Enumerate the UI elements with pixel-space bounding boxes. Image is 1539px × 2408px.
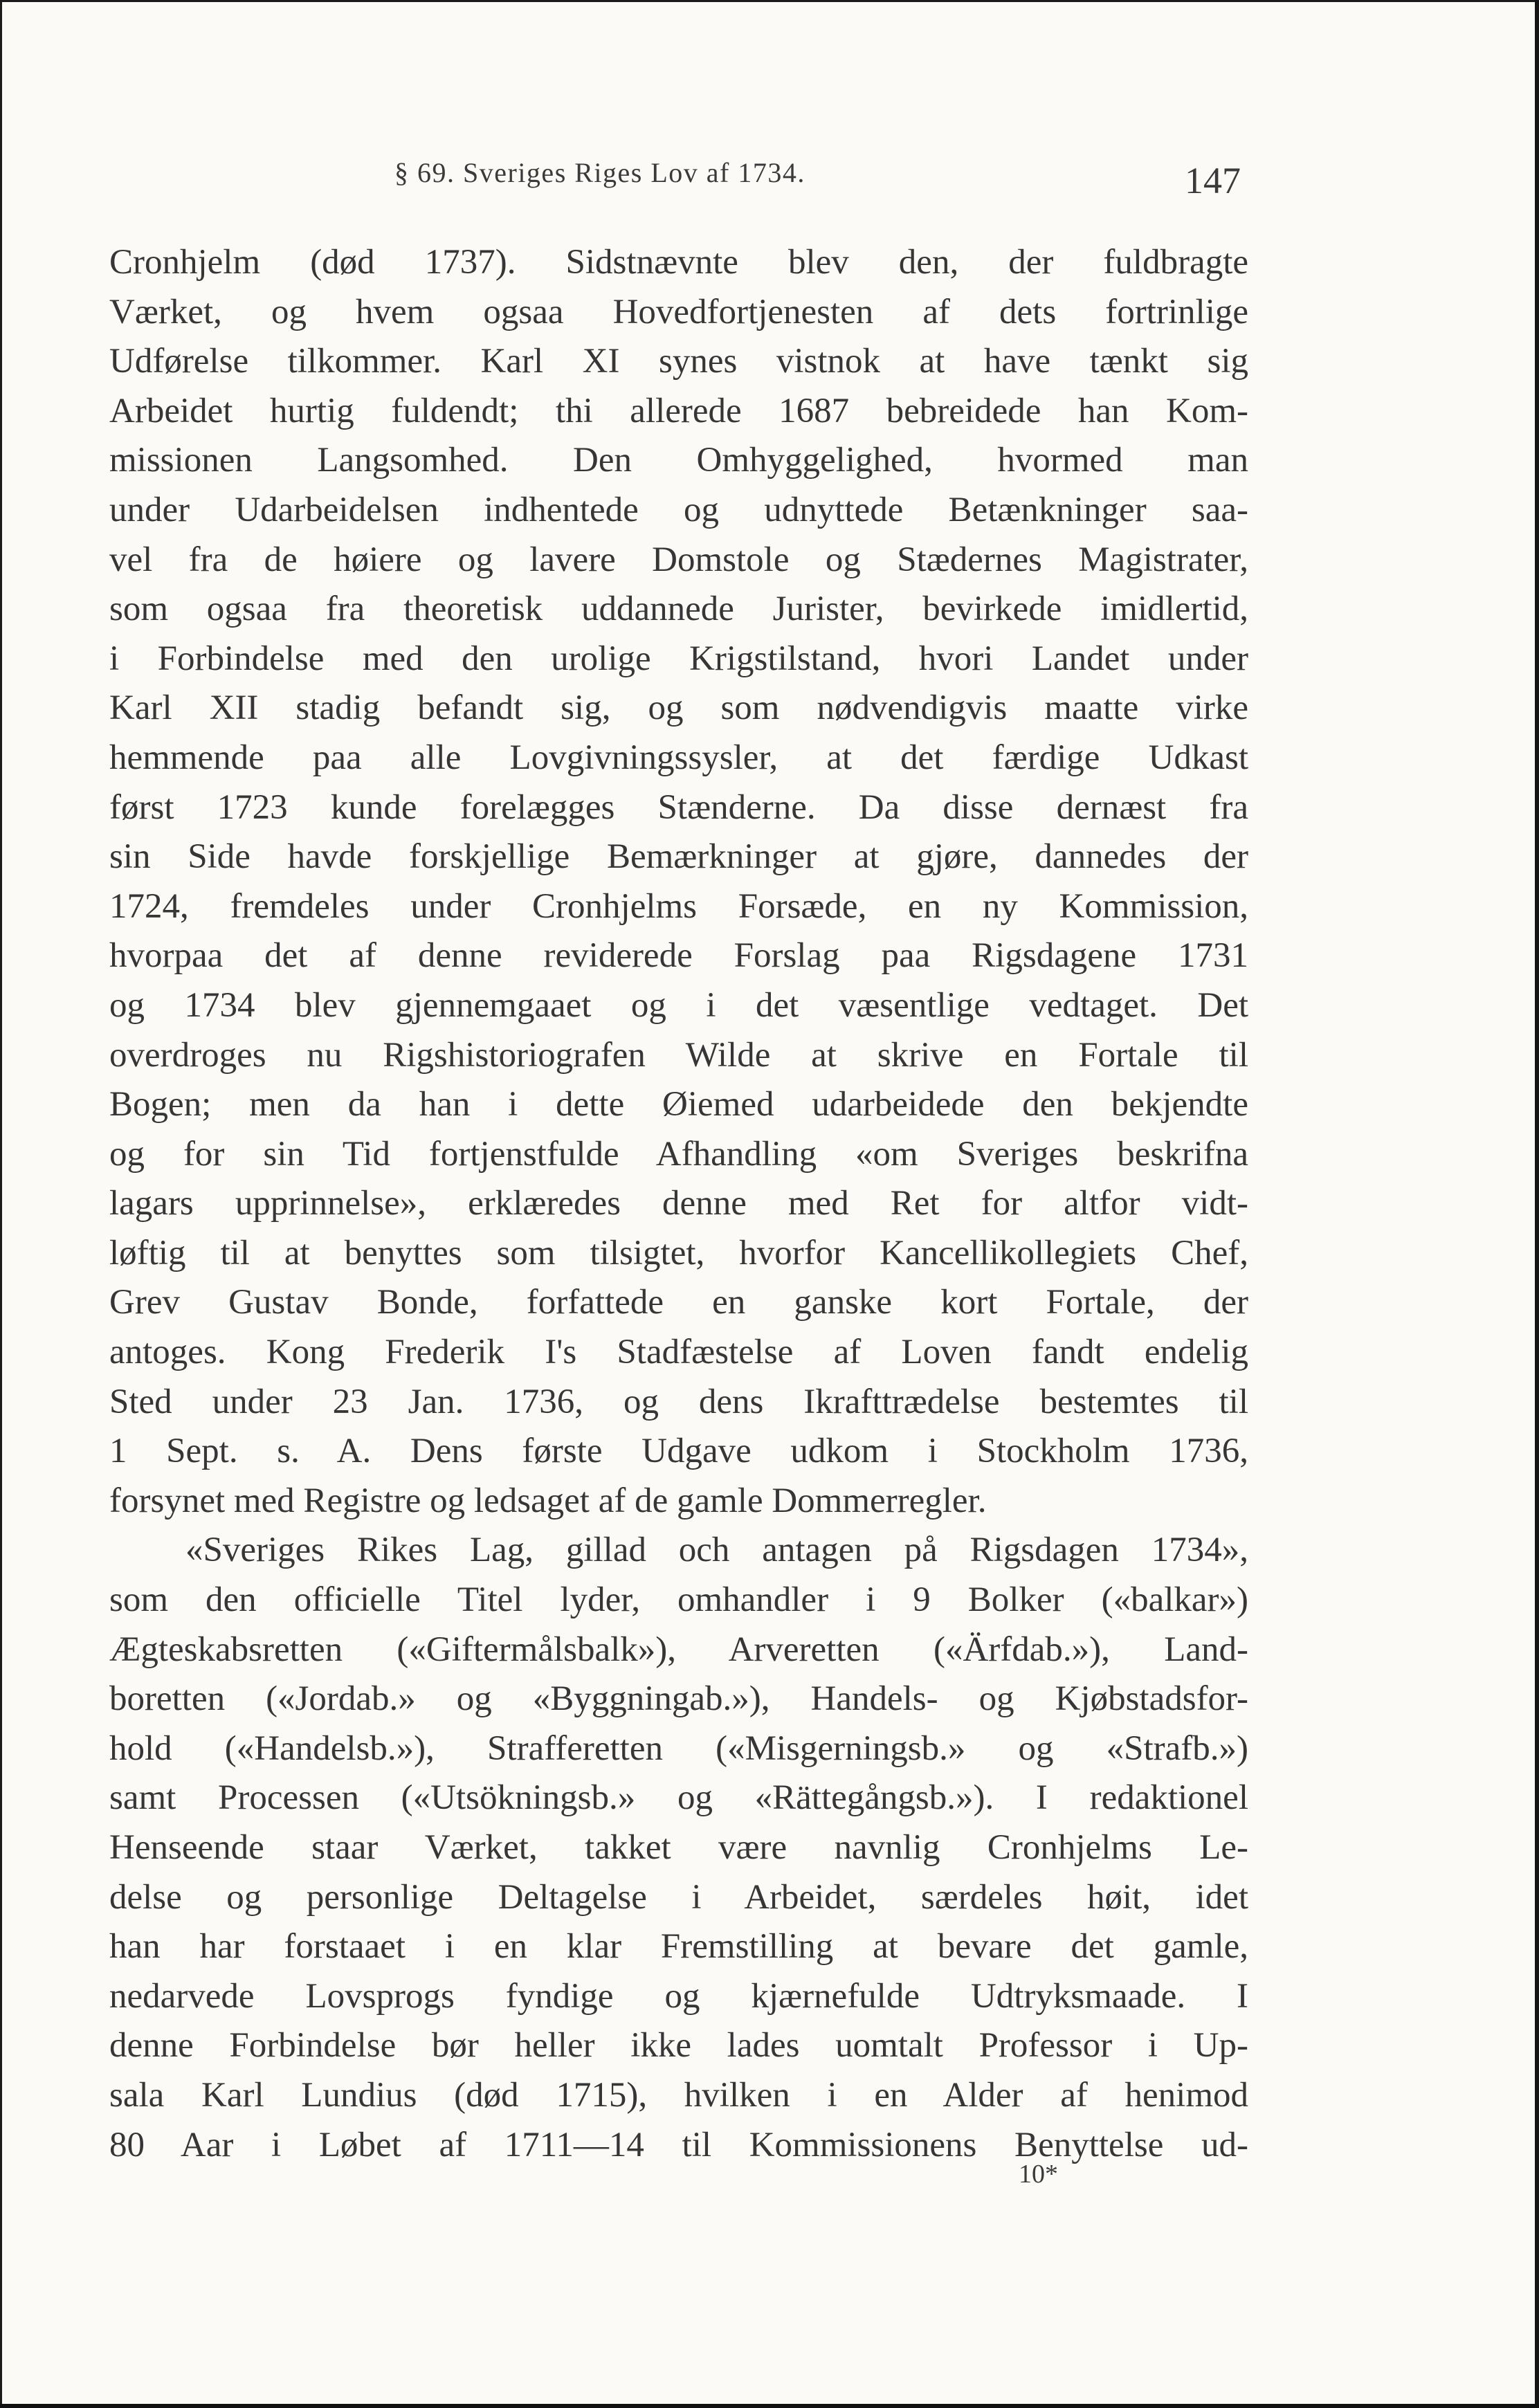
text-line: delse og personlige Deltagelse i Arbeidet, særdeles høit, idet: [109, 1877, 1248, 1917]
text-line: som den officielle Titel lyder, omhandler i 9 Bolker («balkar»): [109, 1580, 1248, 1620]
text-line: hemmende paa alle Lovgivningssysler, at det færdige Udkast: [109, 738, 1248, 777]
text-line: Ægteskabsretten («Giftermålsbalk»), Arveretten («Ärfdab.»), Land-: [109, 1630, 1248, 1669]
text-line: og for sin Tid fortjenstfulde Afhandling «om Sveriges beskrifna: [109, 1134, 1248, 1174]
text-line: han har forstaaet i en klar Fremstilling at bevare det gamle,: [109, 1927, 1248, 1967]
printer-signature: 10*: [1019, 2160, 1058, 2189]
text-line: hold («Handelsb.»), Strafferetten («Misgerningsb.» og «Strafb.»): [109, 1729, 1248, 1768]
page-number: 147: [1185, 160, 1241, 201]
text-line: missionen Langsomhed. Den Omhyggelighed, hvormed man: [109, 441, 1248, 480]
text-line: antoges. Kong Frederik I's Stadfæstelse af Loven fandt endelig: [109, 1333, 1248, 1372]
body-text: [109, 238, 1248, 2170]
text-line: hvorpaa det af denne reviderede Forslag paa Rigsdagene 1731: [109, 936, 1248, 976]
text-line: Cronhjelm (død 1737). Sidstnævnte blev den, der fuldbragte: [109, 243, 1248, 282]
text-line: 80 Aar i Løbet af 1711—14 til Kommissionens Benyttelse ud-: [109, 2125, 1248, 2164]
text-line: løftig til at benyttes som tilsigtet, hvorfor Kancellikollegiets Chef,: [109, 1233, 1248, 1273]
text-line: først 1723 kunde forelægges Stænderne. Da disse dernæst fra: [109, 787, 1248, 827]
text-line: i Forbindelse med den urolige Krigstilstand, hvori Landet under: [109, 639, 1248, 678]
text-line: Udførelse tilkommer. Karl XI synes vistnok at have tænkt sig: [109, 342, 1248, 381]
text-line: under Udarbeidelsen indhentede og udnyttede Betænkninger saa-: [109, 490, 1248, 529]
text-line: og 1734 blev gjennemgaaet og i det væsentlige vedtaget. Det: [109, 985, 1248, 1025]
text-line: Arbeidet hurtig fuldendt; thi allerede 1687 bebreidede han Kom-: [109, 391, 1248, 430]
text-line: Bogen; men da han i dette Øiemed udarbeidede den bekjendte: [109, 1085, 1248, 1124]
scan-border-bottom: [0, 2404, 1539, 2408]
text-line: 1724, fremdeles under Cronhjelms Forsæde, en ny Kommission,: [109, 886, 1248, 926]
paragraph-first-line: «Sveriges Rikes Lag, gillad och antagen på Rigsdagen 1734»,: [185, 1531, 1248, 1570]
text-line: denne Forbindelse bør heller ikke lades uomtalt Professor i Up-: [109, 2026, 1248, 2065]
text-line: Grev Gustav Bonde, forfattede en ganske kort Fortale, der: [109, 1283, 1248, 1322]
running-head: § 69. Sveriges Riges Lov af 1734.: [394, 157, 805, 188]
text-line: Karl XII stadig befandt sig, og som nødvendigvis maatte virke: [109, 688, 1248, 728]
text-line: sin Side havde forskjellige Bemærkninger at gjøre, dannedes der: [109, 837, 1248, 877]
scan-border-right: [1535, 0, 1539, 2408]
scan-border-top: [0, 0, 1539, 2]
text-line: vel fra de høiere og lavere Domstole og Stædernes Magistrater,: [109, 540, 1248, 579]
text-line: boretten («Jordab.» og «Byggningab.»), Handels- og Kjøbstadsfor-: [109, 1679, 1248, 1719]
text-line: samt Processen («Utsökningsb.» og «Rättegångsb.»). I redaktionel: [109, 1778, 1248, 1818]
text-line: overdroges nu Rigshistoriografen Wilde at skrive en Fortale til: [109, 1035, 1248, 1075]
text-line: forsynet med Registre og ledsaget af de gamle Dommerregler.: [109, 1481, 987, 1520]
scan-border-left: [0, 0, 2, 2408]
text-line: som ogsaa fra theoretisk uddannede Jurister, bevirkede imidlertid,: [109, 590, 1248, 629]
text-line: lagars upprinnelse», erklæredes denne med Ret for altfor vidt-: [109, 1184, 1248, 1223]
text-line: nedarvede Lovsprogs fyndige og kjærnefulde Udtryksmaade. I: [109, 1976, 1248, 2016]
text-line: sala Karl Lundius (død 1715), hvilken i en Alder af henimod: [109, 2075, 1248, 2115]
text-line: 1 Sept. s. A. Dens første Udgave udkom i Stockholm 1736,: [109, 1432, 1248, 1471]
text-line: Henseende staar Værket, takket være navnlig Cronhjelms Le-: [109, 1828, 1248, 1867]
text-line: Værket, og hvem ogsaa Hovedfortjenesten af dets fortrinlige: [109, 292, 1248, 331]
text-line: Sted under 23 Jan. 1736, og dens Ikrafttrædelse bestemtes til: [109, 1382, 1248, 1421]
